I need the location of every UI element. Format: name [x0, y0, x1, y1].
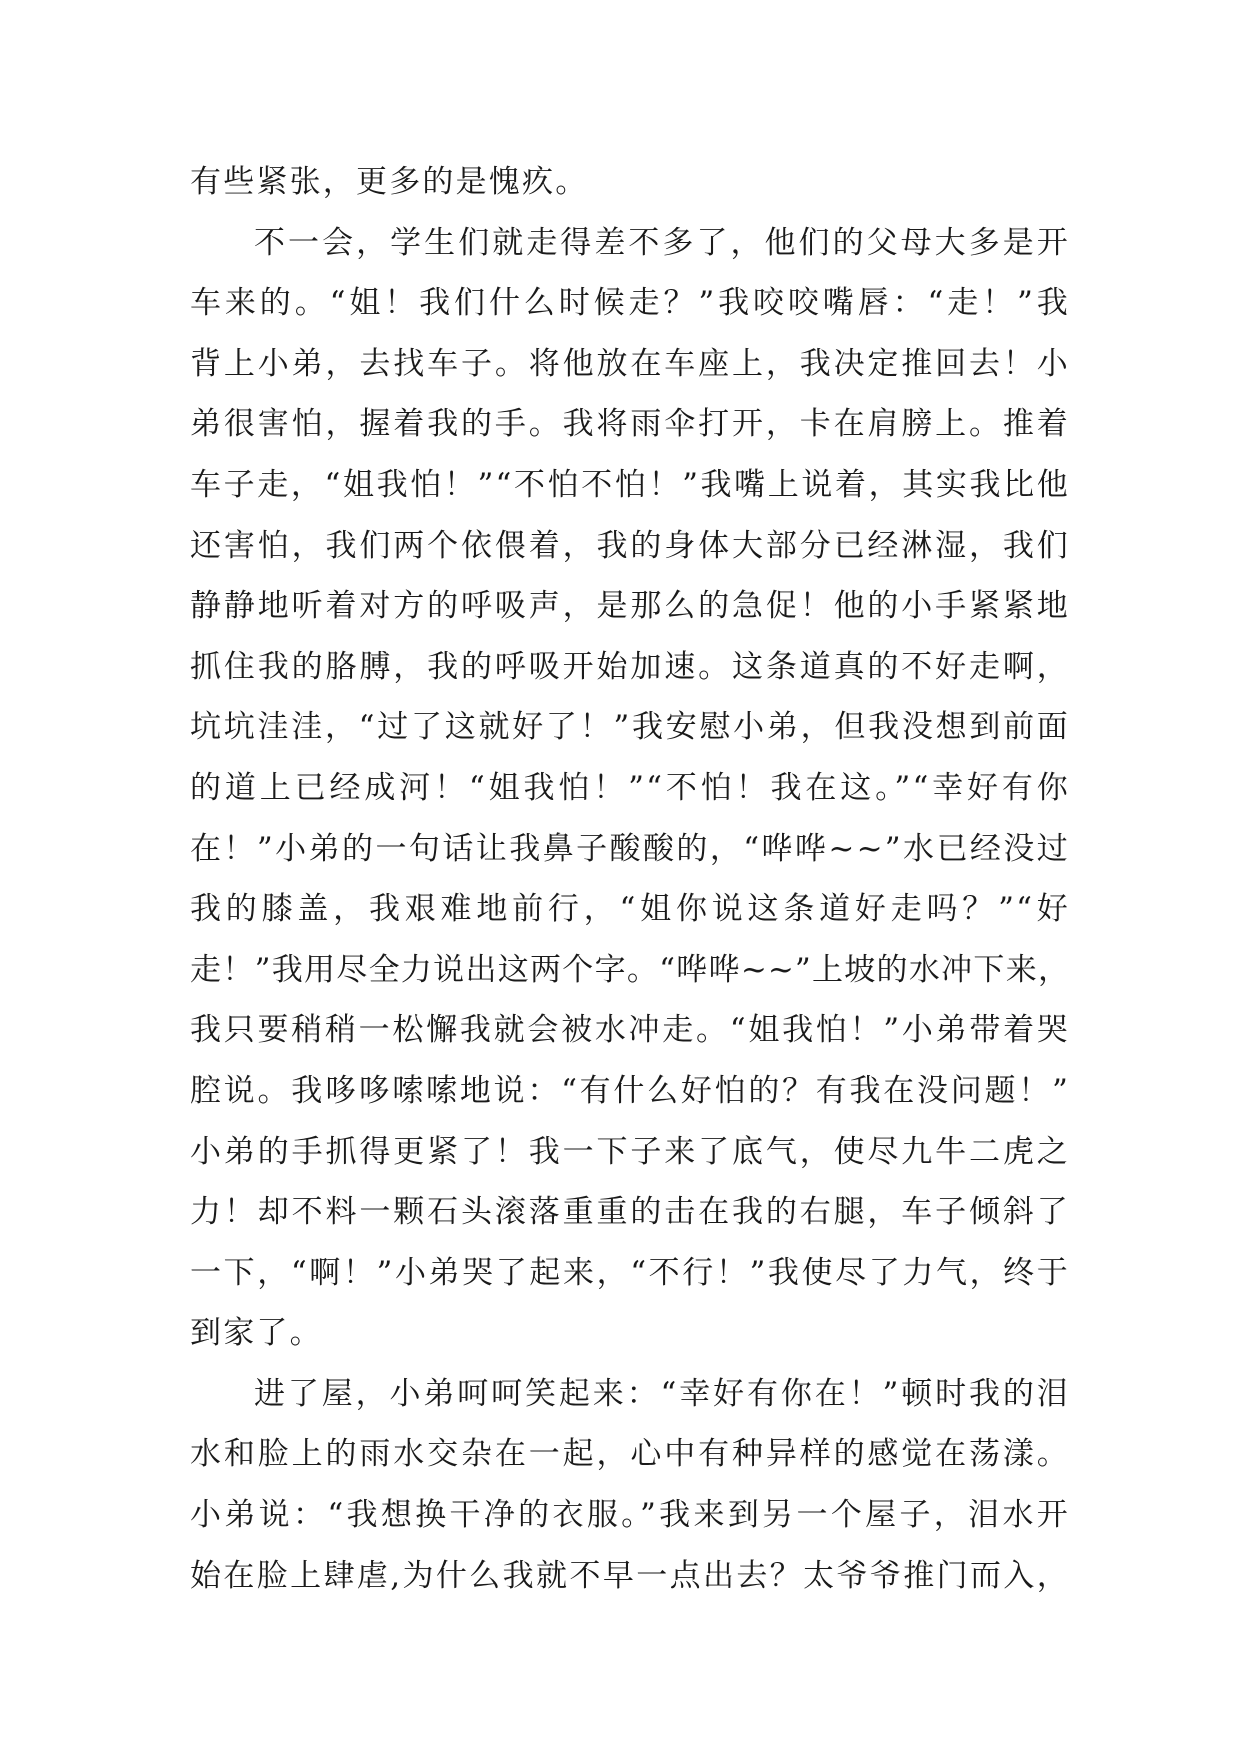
- text-line: 一下，“啊！”小弟哭了起来，“不行！”我使尽了力气，终于: [190, 1254, 1070, 1291]
- text-line: 抓住我的胳膊，我的呼吸开始加速。这条道真的不好走啊，: [190, 648, 1070, 685]
- text-line: 始在脸上肆虐,为什么我就不早一点出去？太爷爷推门而入，: [190, 1557, 1070, 1594]
- text-line: 力！却不料一颗石头滚落重重的击在我的右腿，车子倾斜了: [190, 1194, 1070, 1231]
- text-line: 小弟说：“我想换干净的衣服。”我来到另一个屋子，泪水开: [190, 1497, 1070, 1534]
- text-line: 到家了。: [190, 1315, 323, 1352]
- text-line: 不一会，学生们就走得差不多了，他们的父母大多是开: [254, 224, 1070, 261]
- text-line: 我只要稍稍一松懈我就会被水冲走。“姐我怕！”小弟带着哭: [190, 1012, 1070, 1049]
- body-text: [190, 152, 1070, 1606]
- text-line: 有些紧张，更多的是愧疚。: [190, 164, 589, 200]
- text-line: 腔说。我哆哆嗦嗦地说：“有什么好怕的？有我在没问题！”: [190, 1072, 1070, 1109]
- text-line: 静静地听着对方的呼吸声，是那么的急促！他的小手紧紧地: [190, 588, 1070, 625]
- text-line: 还害怕，我们两个依偎着，我的身体大部分已经淋湿，我们: [190, 527, 1070, 564]
- text-line: 车子走，“姐我怕！”“不怕不怕！”我嘴上说着，其实我比他: [190, 466, 1070, 503]
- text-line: 进了屋，小弟呵呵笑起来：“幸好有你在！”顿时我的泪: [254, 1375, 1070, 1412]
- text-line: 坑坑洼洼，“过了这就好了！”我安慰小弟，但我没想到前面: [190, 709, 1070, 746]
- text-line: 弟很害怕，握着我的手。我将雨伞打开，卡在肩膀上。推着: [190, 406, 1070, 443]
- text-line: 在！”小弟的一句话让我鼻子酸酸的，“哗哗~~”水已经没过: [190, 830, 1070, 867]
- text-line: 车来的。“姐！我们什么时候走？”我咬咬嘴唇：“走！”我: [190, 285, 1070, 322]
- text-line: 走！”我用尽全力说出这两个字。“哗哗~~”上坡的水冲下来，: [190, 951, 1070, 988]
- text-line: 背上小弟，去找车子。将他放在车座上，我决定推回去！小: [190, 345, 1070, 382]
- text-line: 的道上已经成河！“姐我怕！”“不怕！我在这。”“幸好有你: [190, 769, 1070, 806]
- text-line: 我的膝盖，我艰难地前行，“姐你说这条道好走吗？”“好: [190, 891, 1070, 928]
- text-line: 水和脸上的雨水交杂在一起，心中有种异样的感觉在荡漾。: [190, 1436, 1070, 1473]
- text-line: 小弟的手抓得更紧了！我一下子来了底气，使尽九牛二虎之: [190, 1133, 1070, 1170]
